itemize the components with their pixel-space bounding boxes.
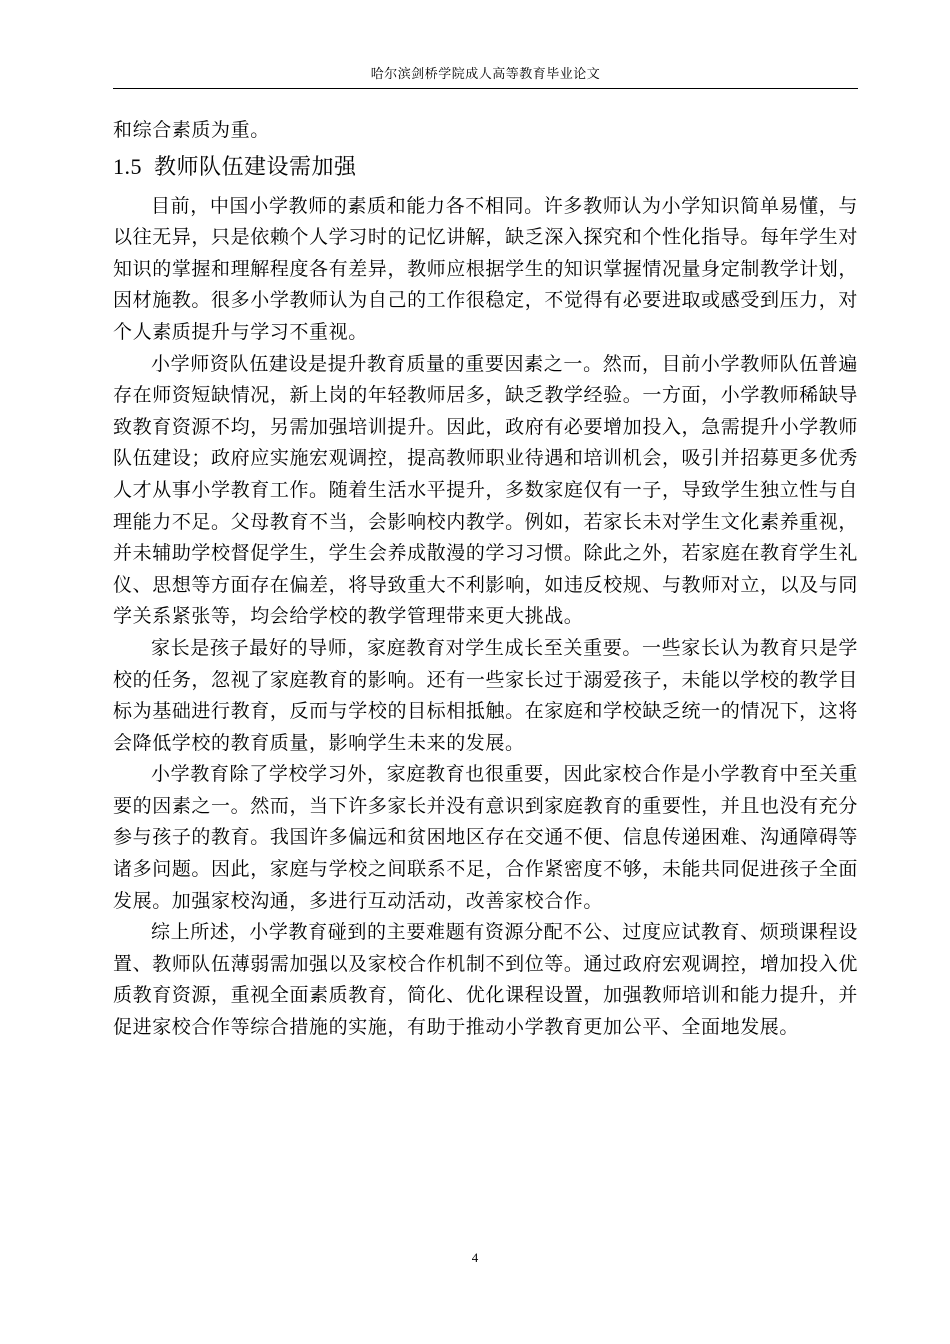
continued-paragraph: 和综合素质为重。	[113, 119, 270, 141]
section-heading	[113, 147, 858, 191]
paragraph: 家长是孩子最好的导师，家庭教育对学生成长至关重要。一些家长认为教育只是学校的任务，忽视了家庭教育的影响。还有一些家长过于溺爱孩子，未能以学校的教学目标为基础进行教育，反而与学校的目标相抵触。在家庭和学校缺乏统一的情况下，这将会降低学校的教育质量，影响学生未来的发展。	[113, 636, 858, 754]
header-rule	[113, 88, 858, 89]
page-number: 4	[471, 1250, 479, 1265]
section-number: 1.5	[113, 153, 142, 179]
paragraph: 综上所述，小学教育碰到的主要难题有资源分配不公、过度应试教育、烦琐课程设置、教师队伍薄弱需加强以及家校合作机制不到位等。通过政府宏观调控，增加投入优质教育资源，重视全面素质教育，简化、优化课程设置，加强教师培训和能力提升，并促进家校合作等综合措施的实施，有助于推动小学教育更加公平、全面地发展。	[113, 921, 858, 1039]
section-title: 教师队伍建设需加强	[154, 154, 357, 180]
paragraph: 小学教育除了学校学习外，家庭教育也很重要，因此家校合作是小学教育中至关重要的因素之一。然而，当下许多家长并没有意识到家庭教育的重要性，并且也没有充分参与孩子的教育。我国许多偏远和贫困地区存在交通不便、信息传递困难、沟通障碍等诸多问题。因此，家庭与学校之间联系不足，合作紧密度不够，未能共同促进孩子全面发展。加强家校沟通，多进行互动活动，改善家校合作。	[113, 763, 858, 912]
running-header: 哈尔滨剑桥学院成人高等教育毕业论文	[370, 67, 601, 82]
body-text	[113, 115, 858, 1044]
paragraph: 小学师资队伍建设是提升教育质量的重要因素之一。然而，目前小学教师队伍普遍存在师资短缺情况，新上岗的年轻教师居多，缺乏教学经验。一方面，小学教师稀缺导致教育资源不均，另需加强培训提升。因此，政府有必要增加投入，急需提升小学教师队伍建设；政府应实施宏观调控，提高教师职业待遇和培训机会，吸引并招募更多优秀人才从事小学教育工作。随着生活水平提升，多数家庭仅有一子，导致学生独立性与自理能力不足。父母教育不当，会影响校内教学。例如，若家长未对学生文化素养重视，并未辅助学校督促学生，学生会养成散漫的学习习惯。除此之外，若家庭在教育学生礼仪、思想等方面存在偏差，将导致重大不利影响，如违反校规、与教师对立，以及与同学关系紧张等，均会给学校的教学管理带来更大挑战。	[113, 352, 858, 628]
paragraph: 目前，中国小学教师的素质和能力各不相同。许多教师认为小学知识简单易懂，与以往无异，只是依赖个人学习时的记忆讲解，缺乏深入探究和个性化指导。每年学生对知识的掌握和理解程度各有差异，教师应根据学生的知识掌握情况量身定制教学计划，因材施教。很多小学教师认为自己的工作很稳定，不觉得有必要进取或感受到压力，对个人素质提升与学习不重视。	[113, 194, 858, 343]
